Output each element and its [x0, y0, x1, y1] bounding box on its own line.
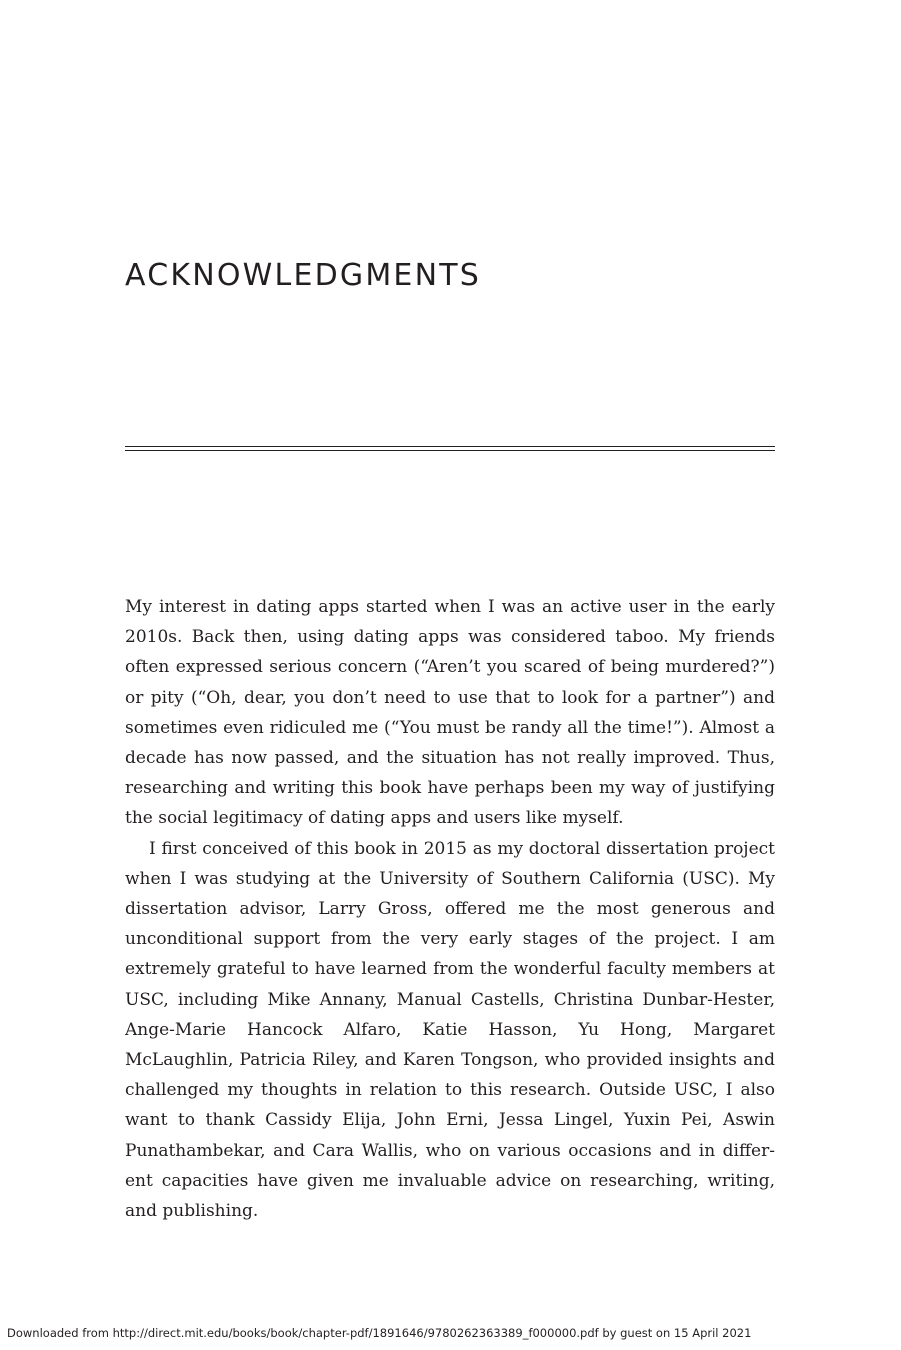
paragraph-1: My interest in dating apps started when I was an active user in the early 2010s. Back then, using dating apps was considered taboo. My friends often expressed serious concern (“Aren’t you scared of being murdered?”) or pity (“Oh, dear, you don’t need to use that to look for a partner”) and sometimes even ridiculed me (“You must be randy all the time!”). Almost a decade has now passed, and the situation has not really improved. Thus, researching and writing this book have perhaps been my way of justifying the social legitimacy of dating apps and users like myself. — [125, 597, 775, 829]
heading-rule-bottom — [125, 450, 775, 451]
heading-rule-top — [125, 446, 775, 447]
body-text — [125, 592, 775, 1226]
page-title: ACKNOWLEDGMENTS — [125, 258, 481, 293]
paragraph-2: I first conceived of this book in 2015 as my doctoral dissertation project when I was studying at the University of Southern California (USC). My dissertation advisor, Larry Gross, offered me the most generous and unconditional support from the very early stages of the project. I am extremely grateful to have learned from the wonderful faculty members at USC, including Mike Annany, Manual Castells, Christina Dunbar-Hester, Ange-Marie Hancock Alfaro, Katie Hasson, Yu Hong, Margaret McLaughlin, Patricia Riley, and Karen Tongson, who provided insights and challenged my thoughts in relation to this research. Outside USC, I also want to thank Cassidy Elija, John Erni, Jessa Lingel, Yuxin Pei, Aswin Punathambekar, and Cara Wallis, who on various occasions and in different capacities have given me invaluable advice on researching, writing, and publishing. — [125, 838, 775, 1222]
download-footer-note: Downloaded from http://direct.mit.edu/books/book/chapter-pdf/1891646/9780262363389_f000000.pdf by guest on 15 April 2021 — [7, 1326, 752, 1340]
